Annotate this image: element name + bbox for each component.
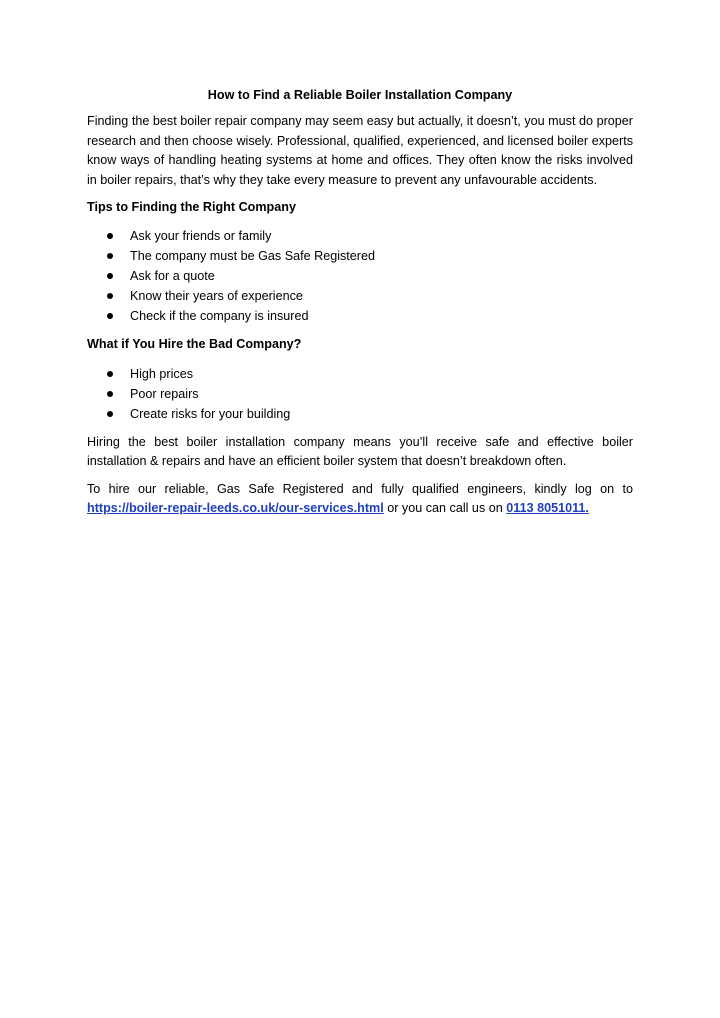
list-item-text: Ask your friends or family [130,229,272,244]
list-item-text: Create risks for your building [130,406,291,421]
tips-list [87,226,633,326]
list-item-text: Ask for a quote [130,269,215,284]
list-item [87,306,633,326]
bullet-icon [107,411,113,417]
bullet-icon [107,273,113,279]
list-item-text: Check if the company is insured [130,309,309,324]
list-item [87,404,633,424]
intro-paragraph: Finding the best boiler repair company may seem easy but actually, it doesn’t, you must do proper research and then choose wisely. Professional, qualified, experienced, and licensed boiler experts know ways of handling heating systems at home and offices. They often know the risks involved in boiler repairs, that’s why they take every measure to prevent any unfavourable accidents. [87,114,633,187]
bullet-icon [107,371,113,377]
list-item [87,364,633,384]
page-title: How to Find a Reliable Boiler Installation Company [207,88,513,102]
list-item [87,286,633,306]
list-item-text: High prices [130,366,193,381]
services-link[interactable]: https://boiler-repair-leeds.co.uk/our-services.html [87,501,384,516]
list-item [87,266,633,286]
phone-link[interactable]: 0113 8051011. [506,501,589,516]
bullet-icon [107,233,113,239]
closing-middle-text: or you can call us on [383,501,507,516]
list-item-text: Poor repairs [130,386,199,401]
list-item [87,226,633,246]
list-item-text: Know their years of experience [130,289,303,304]
tips-heading: Tips to Finding the Right Company [87,200,296,215]
closing-paragraph [87,480,633,519]
list-item [87,384,633,404]
list-item-text: The company must be Gas Safe Registered [130,249,376,264]
bullet-icon [107,391,113,397]
summary-paragraph: Hiring the best boiler installation company means you’ll receive safe and effective boiler installation & repairs and have an efficient boiler system that doesn’t breakdown often. [87,434,633,469]
bad-company-heading: What if You Hire the Bad Company? [87,337,302,352]
bullet-icon [107,313,113,319]
bad-company-list [87,364,633,424]
bullet-icon [107,253,113,259]
document-page [87,86,633,526]
list-item [87,246,633,266]
closing-text: To hire our reliable, Gas Safe Registered and fully qualified engineers, kindly log on to [87,481,633,496]
bullet-icon [107,293,113,299]
